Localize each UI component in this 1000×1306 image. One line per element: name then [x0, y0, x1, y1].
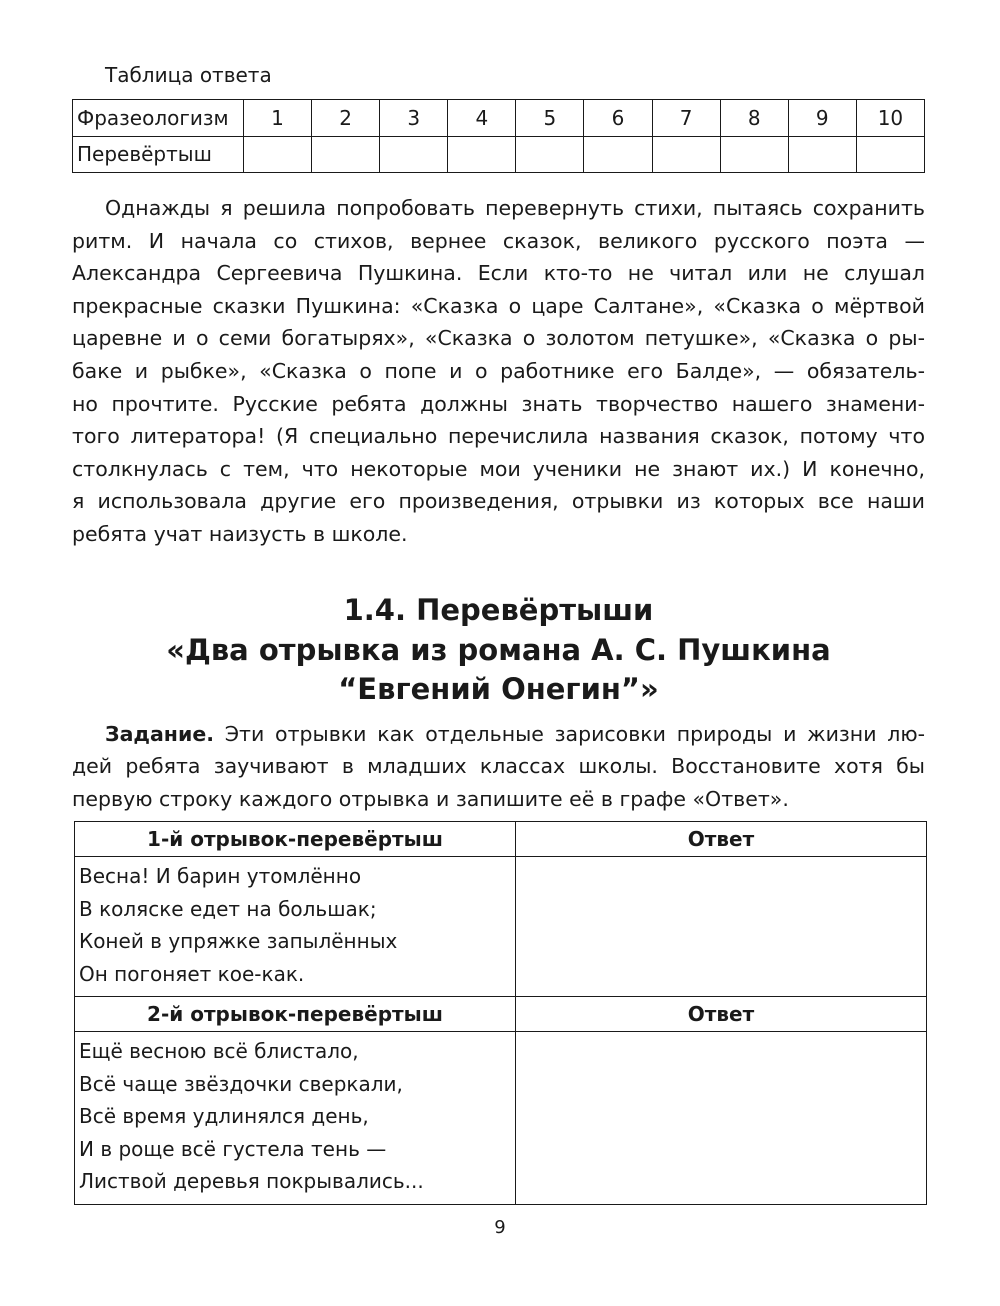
number-cell: 7 — [652, 100, 720, 137]
fragment1-header: 1-й отрывок-перевёртыш — [75, 822, 516, 857]
poem-line: Ещё весною всё блистало, — [79, 1039, 359, 1063]
number-cell: 5 — [516, 100, 584, 137]
number-cell: 6 — [584, 100, 652, 137]
poem-line: Коней в упряжке запылённых — [79, 929, 398, 953]
paragraph-line: но прочтите. Русские ребята должны знать творчество нашего знамени- — [72, 391, 925, 416]
table-row — [73, 100, 925, 137]
poem-line: Всё чаще звёздочки сверкали, — [79, 1071, 403, 1096]
intro-paragraph — [72, 192, 925, 551]
poem-line: Листвой деревья покрывались... — [79, 1169, 424, 1193]
task-paragraph — [72, 718, 925, 815]
table-row — [73, 136, 925, 173]
table-row — [75, 822, 927, 857]
paragraph-line: первую строку каждого отрывка и запишите её в графе «Ответ». — [72, 786, 789, 811]
poem-line: Всё время удлинялся день, — [79, 1104, 369, 1128]
task-label: Задание. — [105, 722, 215, 746]
answer-cell — [380, 136, 448, 173]
paragraph-line: ребята учат наизусть в школе. — [72, 521, 408, 546]
fragment2-header: 2-й отрывок-перевёртыш — [75, 997, 516, 1032]
answer-cell — [788, 136, 856, 173]
fragment1-answer-cell — [516, 857, 927, 997]
fragment1-text — [75, 857, 516, 997]
poem-line: Он погоняет кое-как. — [79, 961, 305, 986]
paragraph-line: ритм. И начала со стихов, вернее сказок, великого русского поэта — — [72, 228, 925, 253]
answer-cell — [584, 136, 652, 173]
number-cell: 9 — [788, 100, 856, 137]
answer-cell — [312, 136, 380, 173]
paragraph-line: того литератора! (Я специально перечислила названия сказок, потому что — [72, 424, 925, 449]
table-row — [75, 857, 927, 997]
section-subtitle-line1: «Два отрывка из романа А. С. Пушкина — [166, 633, 831, 667]
answer-table — [72, 99, 925, 173]
answer-cell — [720, 136, 788, 173]
paragraph-line: столкнулась с тем, что некоторые мои ученики не знают их.) И конечно, — [72, 456, 925, 481]
number-cell: 8 — [720, 100, 788, 137]
paragraph-line: Александра Сергеевича Пушкина. Если кто-то не читал или не слушал — [72, 261, 925, 286]
answer-header: Ответ — [516, 997, 927, 1032]
number-cell: 10 — [856, 100, 924, 137]
section-subtitle-line2: “Евгений Онегин”» — [338, 672, 659, 706]
paragraph-line: прекрасные сказки Пушкина: «Сказка о царе Салтане», «Сказка о мёртвой — [72, 293, 925, 318]
fragment2-answer-cell — [516, 1032, 927, 1205]
row-label-phraseologism: Фразеологизм — [73, 100, 244, 137]
answer-cell — [516, 136, 584, 173]
task-text: Эти отрывки как отдельные зарисовки природы и жизни лю- — [224, 722, 925, 746]
poem-line: В коляске едет на большак; — [79, 896, 377, 921]
poem-line: Весна! И барин утомлённо — [79, 864, 362, 888]
paragraph-line: дей ребята заучивают в младших классах школы. Восстановите хотя бы — [72, 754, 925, 779]
table-caption: Таблица ответа — [105, 63, 272, 87]
page-number: 9 — [494, 1217, 506, 1238]
fragment2-text — [75, 1032, 516, 1205]
answer-cell — [244, 136, 312, 173]
section-title: 1.4. Перевёртыши — [343, 593, 654, 627]
row-label-reversal: Перевёртыш — [73, 136, 244, 173]
number-cell: 3 — [380, 100, 448, 137]
number-cell: 4 — [448, 100, 516, 137]
answer-cell — [448, 136, 516, 173]
answer-cell — [652, 136, 720, 173]
fragments-table — [74, 821, 927, 1205]
paragraph-line: я использовала другие его произведения, отрывки из которых все наши — [72, 489, 925, 514]
number-cell: 1 — [244, 100, 312, 137]
poem-line: И в роще всё густела тень — — [79, 1136, 387, 1161]
paragraph-line — [72, 718, 925, 750]
paragraph-line: баке и рыбке», «Сказка о попе и о работнике его Балде», — обязатель- — [72, 358, 925, 383]
paragraph-line: Однажды я решила попробовать перевернуть стихи, пытаясь сохранить — [105, 196, 925, 220]
paragraph-line: царевне и о семи богатырях», «Сказка о золотом петушке», «Сказка о ры- — [72, 326, 925, 351]
answer-header: Ответ — [516, 822, 927, 857]
answer-cell — [856, 136, 924, 173]
table-row — [75, 997, 927, 1032]
number-cell: 2 — [312, 100, 380, 137]
table-row — [75, 1032, 927, 1205]
